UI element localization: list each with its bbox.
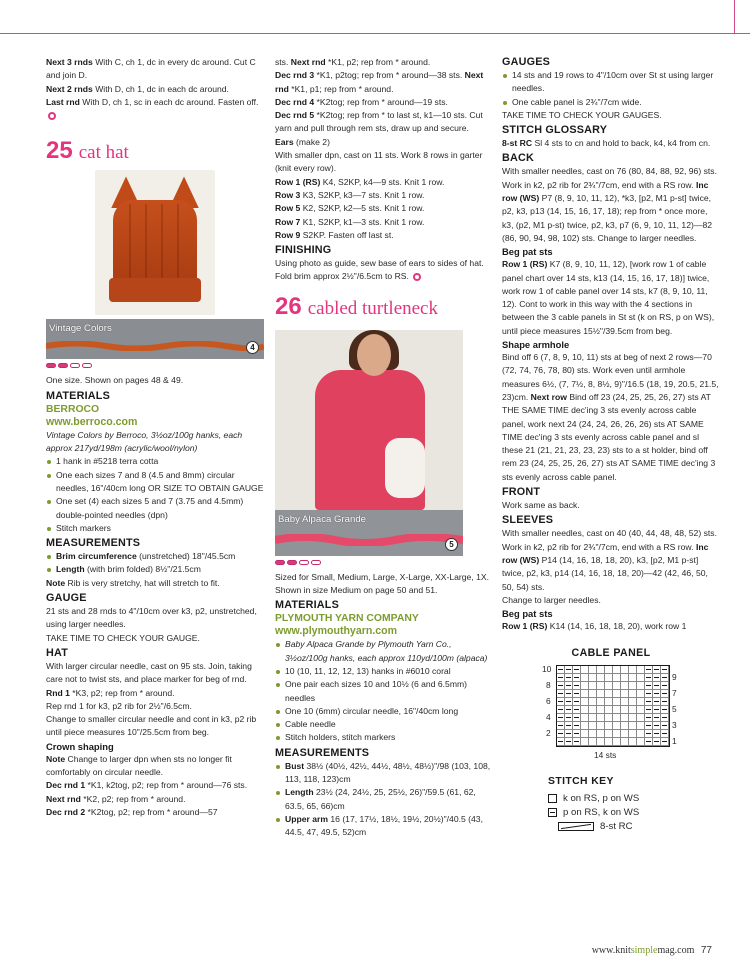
chart-cell xyxy=(605,730,613,738)
chart-cell xyxy=(581,682,589,690)
chart-cell xyxy=(565,706,573,714)
chart-cell xyxy=(645,698,653,706)
list-item: Brim circumference (unstretched) 18"/45.5cm xyxy=(46,550,264,563)
chart-cell xyxy=(597,722,605,730)
footer-url: mag.com xyxy=(657,945,695,956)
list-item: Bust 38½ (40½, 42½, 44½, 48½, 48½)"/98 (103, 108, 113, 118, 123)cm xyxy=(275,760,491,787)
chart-cell xyxy=(653,714,661,722)
materials-list xyxy=(46,455,264,535)
gauge-heading: GAUGE xyxy=(46,592,87,605)
chart-cell xyxy=(653,706,661,714)
chart-cell xyxy=(613,666,621,674)
beg-pat-heading: Beg pat sts xyxy=(502,246,553,258)
chart-cell xyxy=(597,730,605,738)
list-item: 14 sts and 19 rows to 4"/10cm over St st using larger needles. xyxy=(502,69,720,96)
note: Note Rib is very stretchy, hat will stretch to fit. xyxy=(46,577,220,588)
turtleneck-photo xyxy=(275,330,463,510)
yarn-swatch xyxy=(275,510,463,556)
chart-cell xyxy=(613,682,621,690)
ear-row: Row 1 (RS) K4, S2KP, k4—9 sts. Knit 1 row. xyxy=(275,176,445,187)
chart-cell xyxy=(557,674,565,682)
chart-cell xyxy=(653,674,661,682)
ear-row: Row 7 K1, S2KP, k1—3 sts. Knit 1 row. xyxy=(275,216,425,227)
materials-heading: MATERIALS xyxy=(46,389,110,402)
list-item: Stitch holders, stitch markers xyxy=(275,731,491,744)
chart-cell xyxy=(589,722,597,730)
measurements-list xyxy=(275,760,491,840)
chart-cell xyxy=(565,730,573,738)
chart-cell xyxy=(557,714,565,722)
chart-cell xyxy=(653,690,661,698)
skill-level xyxy=(275,560,491,565)
chart-cell xyxy=(565,682,573,690)
pattern-name: cat hat xyxy=(78,142,129,164)
chart-cell xyxy=(557,730,565,738)
chart-cell xyxy=(573,738,581,746)
chart-cell xyxy=(581,698,589,706)
glossary-entry: 8-st RC Sl 4 sts to cn and hold to back, k4, k4 from cn. xyxy=(502,138,711,149)
chart-cell xyxy=(565,714,573,722)
list-item: One 10 (6mm) circular needle, 16"/40cm long xyxy=(275,705,491,718)
chart-cell xyxy=(565,690,573,698)
chart-cell xyxy=(573,706,581,714)
measurements-heading: MEASUREMENTS xyxy=(46,537,141,550)
list-item: One set (4) each sizes 5 and 7 (3.75 and 4.5mm) double-pointed needles (dpn) xyxy=(46,495,264,522)
hat-rib xyxy=(129,204,131,284)
chart-cell xyxy=(581,666,589,674)
chart-cell xyxy=(605,666,613,674)
chart-cell xyxy=(613,714,621,722)
chart-cell xyxy=(653,666,661,674)
chart-cell xyxy=(581,674,589,682)
chart-cell xyxy=(629,698,637,706)
rep-text: Rep rnd 1 for k3, p2 rib for 2½"/6.5cm. xyxy=(46,700,192,711)
chart-cell xyxy=(573,690,581,698)
chart-cell xyxy=(581,690,589,698)
chart-cell xyxy=(557,738,565,746)
footer-url: www.knit xyxy=(591,945,631,956)
chart-cell xyxy=(645,666,653,674)
chart-cell xyxy=(565,666,573,674)
chart-cell xyxy=(653,682,661,690)
chart-cell xyxy=(637,674,645,682)
chart-cell xyxy=(581,722,589,730)
chart-cell xyxy=(613,730,621,738)
gauges-heading: GAUGES xyxy=(502,56,550,68)
top-rule xyxy=(0,33,750,34)
chart-cell xyxy=(629,690,637,698)
chart-cell xyxy=(637,738,645,746)
list-item: 1 hank in #5218 terra cotta xyxy=(46,455,264,468)
chart-cell xyxy=(645,706,653,714)
chart-cell xyxy=(661,698,669,706)
chart-cell xyxy=(565,698,573,706)
gauge-check: TAKE TIME TO CHECK YOUR GAUGE. xyxy=(46,632,200,643)
chart-cell xyxy=(645,722,653,730)
skill-dot xyxy=(70,363,80,368)
sleeves-change: Change to larger needles. xyxy=(502,594,601,605)
dec-rnd-2: Dec rnd 2 *K2tog, p2; rep from * around—57 xyxy=(46,806,218,817)
row-label: 1 xyxy=(672,735,677,746)
list-item: Length (with brim folded) 8½"/21.5cm xyxy=(46,563,264,576)
cable-symbol-icon xyxy=(558,822,594,831)
gauges-list xyxy=(502,69,720,109)
chart-cell xyxy=(597,666,605,674)
chart-cell xyxy=(637,730,645,738)
row-label: 6 xyxy=(546,695,551,706)
chart-cell xyxy=(661,722,669,730)
chart-cell xyxy=(637,666,645,674)
list-item: Stitch markers xyxy=(46,522,264,535)
list-item: Baby Alpaca Grande by Plymouth Yarn Co., 3½oz/100g hanks, each approx 110yd/100m (alpaca) xyxy=(275,638,491,665)
skill-dot xyxy=(275,560,285,565)
chart-cell xyxy=(629,714,637,722)
model-head xyxy=(357,334,391,376)
chart-cell xyxy=(661,738,669,746)
chart-grid xyxy=(556,665,670,747)
ear-row: Row 5 K2, S2KP, k2—5 sts. Knit 1 row. xyxy=(275,203,425,214)
gauge-text: 21 sts and 28 rnds to 4"/10cm over k3, p2, unstretched, using larger needles. xyxy=(46,606,257,630)
chart-cell xyxy=(653,730,661,738)
chart-cell xyxy=(597,698,605,706)
row-label: 5 xyxy=(672,703,677,714)
chart-cell xyxy=(613,706,621,714)
hat-rib xyxy=(161,204,163,284)
hat-text: With larger circular needle, cast on 95 sts. Join, taking care not to twist sts, and place marker for beg of rnd. xyxy=(46,660,252,685)
chart-cell xyxy=(653,698,661,706)
chart-cell xyxy=(661,690,669,698)
chart-cell xyxy=(573,730,581,738)
chart-cell xyxy=(621,706,629,714)
chart-cell xyxy=(613,674,621,682)
list-item: Cable needle xyxy=(275,718,491,731)
pattern-number: 26 xyxy=(275,292,302,320)
chart-cell xyxy=(581,706,589,714)
key-label: 8-st RC xyxy=(600,820,633,832)
chart-cell xyxy=(645,690,653,698)
chart-cell xyxy=(589,698,597,706)
chart-cell xyxy=(573,698,581,706)
size-line: Sized for Small, Medium, Large, X-Large, XX-Large, 1X. Shown in size Medium on page 50 and 51. xyxy=(275,571,489,596)
chart-cell xyxy=(557,690,565,698)
cable-panel-chart xyxy=(542,663,677,761)
chart-cell xyxy=(637,722,645,730)
chart-cell xyxy=(621,698,629,706)
gauge-check: TAKE TIME TO CHECK YOUR GAUGES. xyxy=(502,109,662,120)
armhole-text: Bind off 6 (7, 8, 9, 10, 11) sts at beg of next 2 rows—70 (72, 74, 76, 78, 80) sts. Work even until armhole measures 6½, (7, 7½, 8, 8½, 9)"/16.5 (18, 19, 20.5, 21.5, 23)cm. Next row Bind off 23 (24, 25, 25, 26, 27) sts AT THE SAME TIME dec'ing 3 sts evenly across cable panel, work next 24 (24, 24, 26, 26, 26) sts AT SAME TIME dec'ing 3 sts evenly across cable panel and sl these 21 (21, 21, 23, 23, 23) sts to a st holder, bind off rem 23 (24, 25, 25, 26, 27) sts AT SAME TIME dec'ing 3 sts evenly across cable panel. xyxy=(502,352,719,482)
chart-cell xyxy=(613,738,621,746)
chart-cell xyxy=(557,666,565,674)
chart-cell xyxy=(589,738,597,746)
brand-url[interactable]: www.berroco.com xyxy=(46,415,138,428)
chart-cell xyxy=(613,698,621,706)
skill-dot xyxy=(287,560,297,565)
chart-cell xyxy=(581,738,589,746)
measurements-list xyxy=(46,550,264,577)
purl-symbol-icon xyxy=(548,808,557,817)
chart-cell xyxy=(605,698,613,706)
chart-cell xyxy=(621,666,629,674)
key-item xyxy=(548,792,720,806)
stitch-count-label: 14 sts xyxy=(594,749,617,760)
chart-cell xyxy=(605,722,613,730)
yarn-label: Baby Alpaca Grande xyxy=(278,513,367,525)
row-1-text: Row 1 (RS) K7 (8, 9, 10, 11, 12), [work row 1 of cable panel chart over 14 sts, k13 (14, 15, 16, 17, 18)] twice, work row 1 of cable panel over 14 sts, k7 (8, 9, 10, 11, 12). Cont to work in this way with the 4 sections in between the 3 cable panels in St st (k on RS, p on WS), until piece measures 15½"/39.5cm from beg. xyxy=(502,259,715,336)
front-text: Work same as back. xyxy=(502,500,580,511)
chart-cell xyxy=(629,682,637,690)
yarn-swatch xyxy=(46,319,264,359)
beg-pat-heading: Beg pat sts xyxy=(502,608,553,620)
chart-cell xyxy=(557,722,565,730)
chart-cell xyxy=(645,682,653,690)
chart-cell xyxy=(597,706,605,714)
row-1-sleeve-text: Row 1 (RS) K14 (14, 16, 18, 18, 20), work row 1 xyxy=(502,621,687,632)
row-label: 9 xyxy=(672,671,677,682)
hat-brim xyxy=(109,278,201,302)
chart-cell xyxy=(557,706,565,714)
brand-url[interactable]: www.plymouthyarn.com xyxy=(275,625,398,638)
chart-cell xyxy=(581,714,589,722)
ear-row: Row 9 S2KP. Fasten off last st. xyxy=(275,229,394,240)
chart-cell xyxy=(629,666,637,674)
chart-cell xyxy=(565,722,573,730)
yarn-weight-icon: 4 xyxy=(246,341,259,354)
skill-level xyxy=(46,363,264,368)
key-label: k on RS, p on WS xyxy=(563,792,640,804)
size-line: One size. Shown on pages 48 & 49. xyxy=(46,375,184,386)
cat-hat-photo xyxy=(95,170,215,315)
skill-dot xyxy=(58,363,68,368)
chart-cell xyxy=(589,674,597,682)
chart-cell xyxy=(557,698,565,706)
chart-cell xyxy=(621,722,629,730)
pattern-name: cabled turtleneck xyxy=(307,297,438,319)
yarn-strand-icon xyxy=(46,341,264,351)
chart-cell xyxy=(597,690,605,698)
crown-heading: Crown shaping xyxy=(46,740,114,752)
list-item: One each sizes 7 and 8 (4.5 and 8mm) circular needles, 16"/40cm long OR SIZE TO OBTAIN GAUGE xyxy=(46,469,264,496)
key-item xyxy=(548,820,720,834)
row-label: 10 xyxy=(542,663,552,674)
hat-heading: HAT xyxy=(46,646,68,659)
row-label: 8 xyxy=(546,679,551,690)
armhole-heading: Shape armhole xyxy=(502,339,570,351)
pattern-title xyxy=(46,138,264,166)
column-3 xyxy=(502,56,720,834)
skill-dot xyxy=(299,560,309,565)
finishing-text: Using photo as guide, sew base of ears to sides of hat. Fold brim approx 2½"/6.5cm to RS. xyxy=(275,258,484,282)
chart-cell xyxy=(637,706,645,714)
chart-cell xyxy=(661,714,669,722)
hat-rib xyxy=(145,204,147,284)
chart-cell xyxy=(573,714,581,722)
stitch-key-title: STITCH KEY xyxy=(548,775,614,787)
chart-cell xyxy=(637,714,645,722)
chart-cell xyxy=(581,730,589,738)
chart-cell xyxy=(653,722,661,730)
crown-note: Note Change to larger dpn when sts no longer fit comfortably on circular needle. xyxy=(46,753,232,778)
skill-dot xyxy=(311,560,321,565)
key-item xyxy=(548,806,720,820)
chart-cell xyxy=(645,714,653,722)
end-mark-icon xyxy=(413,273,421,281)
chart-cell xyxy=(573,682,581,690)
materials-heading: MATERIALS xyxy=(275,599,339,612)
pillow xyxy=(385,438,425,498)
chart-cell xyxy=(637,698,645,706)
chart-cell xyxy=(557,682,565,690)
chart-cell xyxy=(629,674,637,682)
pattern-title xyxy=(275,294,491,322)
ears-desc: With smaller dpn, cast on 11 sts. Work 8 rows in garter (knit every row). xyxy=(275,150,483,174)
dec-rnd-1: Dec rnd 1 *K1, k2tog, p2; rep from * around—76 sts. Next rnd *K2, p2; rep from * around. xyxy=(46,780,248,804)
chart-cell xyxy=(565,738,573,746)
hat-rib xyxy=(177,204,179,284)
chart-cell xyxy=(637,682,645,690)
knit-symbol-icon xyxy=(548,794,557,803)
chart-cell xyxy=(589,730,597,738)
skill-dot xyxy=(82,363,92,368)
crochet-instructions: Next 3 rnds With C, ch 1, dc in every dc around. Cut C and join D. Next 2 rnds With D, ch 1, dc in each dc around. Last rnd With D, ch 1, sc in each dc around. Fasten off. xyxy=(46,56,264,122)
rnd-1: Rnd 1 *K3, p2; rep from * around. xyxy=(46,687,175,698)
row-label: 7 xyxy=(672,687,677,698)
chart-cell xyxy=(653,738,661,746)
skill-dot xyxy=(46,363,56,368)
cable-panel-title: CABLE PANEL xyxy=(571,647,651,660)
corner-mark xyxy=(734,0,735,33)
chart-cell xyxy=(589,706,597,714)
chart-cell xyxy=(621,730,629,738)
glossary-heading: STITCH GLOSSARY xyxy=(502,124,608,137)
chart-cell xyxy=(597,714,605,722)
chart-cell xyxy=(589,714,597,722)
chart-cell xyxy=(645,674,653,682)
chart-cell xyxy=(573,674,581,682)
pattern-number: 25 xyxy=(46,137,73,165)
chart-cell xyxy=(621,674,629,682)
yarn-description: Vintage Colors by Berroco, 3½oz/100g hanks, each approx 217yd/198m (acrylic/wool/nylon) xyxy=(46,429,243,454)
chart-cell xyxy=(621,738,629,746)
chart-cell xyxy=(661,682,669,690)
row-label: 4 xyxy=(546,711,551,722)
column-1 xyxy=(46,56,264,819)
chart-cell xyxy=(621,682,629,690)
finishing-heading: FINISHING xyxy=(275,244,332,257)
chart-cell xyxy=(565,674,573,682)
materials-list xyxy=(275,638,491,744)
chart-cell xyxy=(605,738,613,746)
chart-cell xyxy=(637,690,645,698)
sleeves-text: With smaller needles, cast on 40 (40, 44, 48, 48, 52) sts. Work in k2, p2 rib for 2¾"/7cm, end with a RS row. Inc row (WS) P14 (14, 16, 18, 18, 20), k3, [p2, M1 p-st] twice, p2, k3, p14 (14, 16, 18, 18, 20)—42 (42, 46, 50, 50, 54) sts. xyxy=(502,528,717,592)
chart-cell xyxy=(605,706,613,714)
chart-cell xyxy=(661,730,669,738)
change-text: Change to smaller circular needle and cont in k3, p2 rib until piece measures 10"/25.5cm from beg. xyxy=(46,714,257,738)
chart-cell xyxy=(661,706,669,714)
chart-cell xyxy=(645,738,653,746)
list-item: Upper arm 16 (17, 17½, 18½, 19½, 20½)"/40.5 (43, 44.5, 47, 49.5, 52)cm xyxy=(275,813,491,840)
chart-cell xyxy=(629,706,637,714)
list-item: One pair each sizes 10 and 10½ (6 and 6.5mm) needles xyxy=(275,678,491,705)
brand-name: PLYMOUTH YARN COMPANY xyxy=(275,613,419,625)
chart-cell xyxy=(605,674,613,682)
chart-cell xyxy=(661,674,669,682)
chart-cell xyxy=(573,666,581,674)
chart-cell xyxy=(597,674,605,682)
chart-cell xyxy=(605,690,613,698)
chart-cell xyxy=(661,666,669,674)
footer-url: simple xyxy=(630,945,658,956)
measurements-heading: MEASUREMENTS xyxy=(275,746,370,759)
chart-cell xyxy=(613,722,621,730)
chart-cell xyxy=(629,738,637,746)
back-text: With smaller needles, cast on 76 (80, 84, 88, 92, 96) sts. Work in k2, p2 rib for 2¾"/7cm, end with a RS row. Inc row (WS) P7 (8, 9, 10, 11, 12), *k3, [p2, M1 p-st] twice, p2, k3, p13 (14, 15, 16, 17, 18); rep from * once more, k3, (p2, M1 p-st) twice, p2, k3, p7 (6, 9, 10, 11, 12)—82 (86, 90, 94, 98, 102) sts. Change to larger needles. xyxy=(502,166,717,243)
chart-cell xyxy=(629,722,637,730)
chart-cell xyxy=(645,730,653,738)
chart-cell xyxy=(621,690,629,698)
dec-rounds: sts. Next rnd *K1, p2; rep from * around. Dec rnd 3 *K1, p2tog; rep from * around—38 sts. Next rnd *K1, p1; rep from * around. Dec rnd 4 *K2tog; rep from * around—19 sts. Dec rnd 5 *K2tog; rep from * to last st, k1—10 sts. Cut yarn and pull through rem sts, draw up and secure. xyxy=(275,57,484,134)
page-number: 77 xyxy=(700,945,712,956)
chart-cell xyxy=(597,682,605,690)
end-mark-icon xyxy=(48,112,56,120)
row-label: 2 xyxy=(546,727,551,738)
key-label: p on RS, k on WS xyxy=(563,806,640,818)
page-footer xyxy=(592,944,712,957)
list-item: 10 (10, 11, 12, 12, 13) hanks in #6010 coral xyxy=(275,665,491,678)
chart-cell xyxy=(605,682,613,690)
hat-body xyxy=(113,200,197,290)
chart-cell xyxy=(621,714,629,722)
row-label: 3 xyxy=(672,719,677,730)
yarn-label: Vintage Colors xyxy=(49,323,112,335)
chart-cell xyxy=(597,738,605,746)
chart-cell xyxy=(605,714,613,722)
ear-row: Row 3 K3, S2KP, k3—7 sts. Knit 1 row. xyxy=(275,189,425,200)
chart-cell xyxy=(613,690,621,698)
list-item: One cable panel is 2¾"/7cm wide. xyxy=(502,96,720,109)
chart-cell xyxy=(589,690,597,698)
sleeves-heading: SLEEVES xyxy=(502,514,554,527)
column-2 xyxy=(275,56,491,840)
chart-cell xyxy=(589,682,597,690)
chart-cell xyxy=(629,730,637,738)
ears-heading: Ears (make 2) xyxy=(275,136,330,147)
back-heading: BACK xyxy=(502,152,534,165)
front-heading: FRONT xyxy=(502,486,541,499)
chart-cell xyxy=(573,722,581,730)
yarn-strand-icon xyxy=(275,534,463,546)
brand-name: BERROCO xyxy=(46,403,100,415)
yarn-weight-icon: 5 xyxy=(445,538,458,551)
list-item: Length 23½ (24, 24½, 25, 25½, 26)"/59.5 (61, 62, 63.5, 65, 66)cm xyxy=(275,786,491,813)
chart-cell xyxy=(589,666,597,674)
